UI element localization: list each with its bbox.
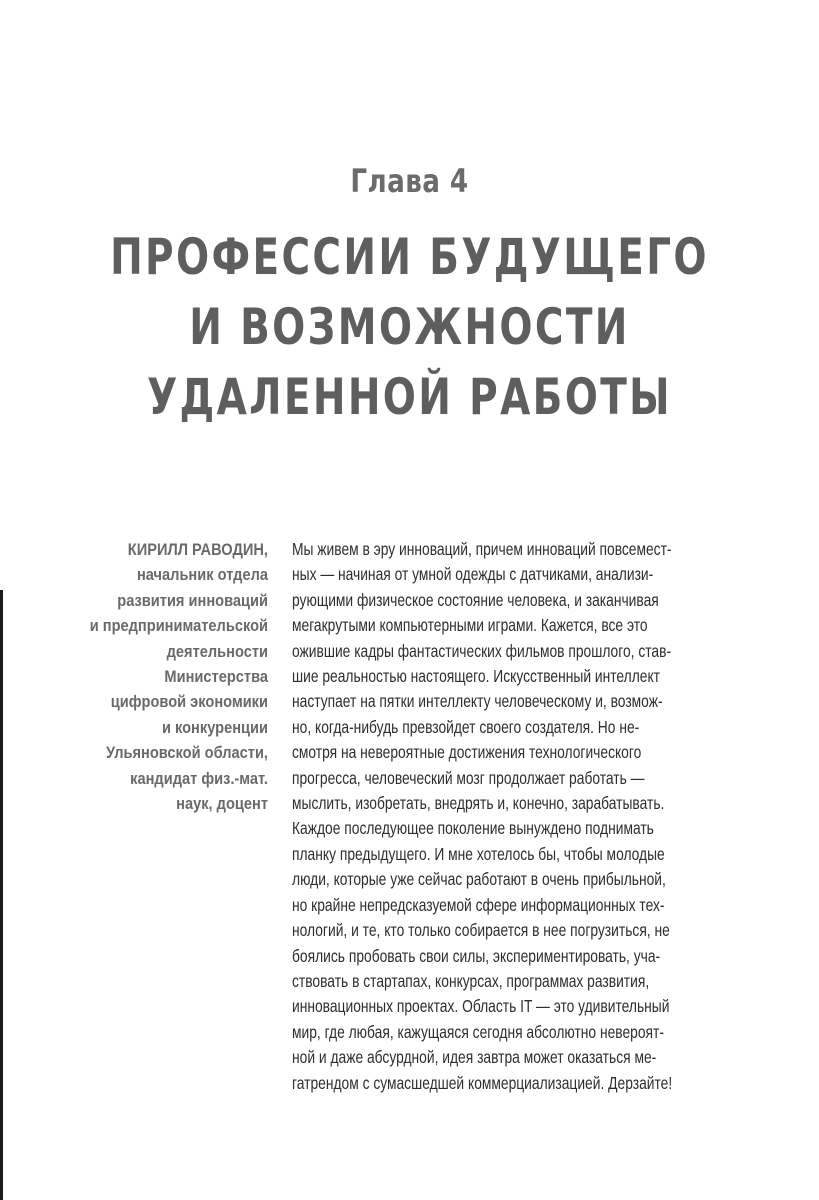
body-line: ствовать в стартапах, конкурсах, программах развития,	[292, 970, 650, 991]
body-line: Мы живем в эру инноваций, причем инноваций повсемест-	[292, 539, 672, 559]
body-line: шие реальностью настоящего. Искусственный интеллект	[292, 666, 661, 687]
body-line: Каждое последующее поколение вынуждено поднимать	[292, 818, 654, 839]
body-line: планку предыдущего. И мне хотелось бы, чтобы молодые	[292, 843, 665, 864]
body-line: прогресса, человеческий мозг продолжает работать —	[292, 767, 645, 788]
author-line: развития инноваций	[117, 590, 268, 610]
body-line: гатрендом с сумасшедшей коммерциализацией. Дерзайте!	[292, 1072, 673, 1093]
author-line: цифровой экономики	[110, 692, 268, 712]
body-line: но крайне непредсказуемой сфере информационных тех-	[292, 894, 665, 915]
body-line: ожившие кадры фантастических фильмов прошлого, став-	[292, 640, 672, 661]
author-line: начальник отдела	[136, 565, 268, 585]
body-paragraph	[292, 537, 712, 1096]
chapter-label: Глава 4	[350, 162, 469, 200]
body-line: ной и даже абсурдной, идея завтра может оказаться ме-	[292, 1047, 657, 1068]
author-line: Ульяновской области,	[106, 743, 268, 763]
author-line: кандидат физ.-мат.	[130, 768, 268, 788]
chapter-title-line: И ВОЗМОЖНОСТИ	[189, 298, 630, 356]
author-line: и конкуренции	[161, 717, 268, 737]
page-edge-shadow	[0, 590, 3, 1200]
body-line: рующими физическое состояние человека, и заканчивая	[292, 589, 659, 610]
body-line: наступает на пятки интеллекту человеческому и, возмож-	[292, 691, 663, 712]
chapter-title-line: ПРОФЕССИИ БУДУЩЕГО	[110, 228, 709, 286]
author-sidebar	[60, 537, 268, 816]
body-line: мегакрутыми компьютерными играми. Кажется, все это	[292, 615, 648, 636]
body-line: но, когда-нибудь превзойдет своего создателя. Но не-	[292, 716, 640, 737]
body-line: мир, где любая, кажущаяся сегодня абсолютно невероят-	[292, 1021, 664, 1042]
author-line: наук, доцент	[176, 794, 268, 814]
body-line: инновационных проектах. Область IT — это удивительный	[292, 996, 670, 1017]
body-line: ных — начиная от умной одежды с датчиками, анализи-	[292, 564, 654, 585]
body-line: боялись пробовать свои силы, экспериментировать, уча-	[292, 945, 661, 966]
body-line: смотря на невероятные достижения технологического	[292, 742, 642, 763]
author-line: КИРИЛЛ РАВОДИН,	[127, 540, 268, 559]
author-line: деятельности	[166, 641, 268, 661]
body-line: мыслить, изобретать, внедрять и, конечно, зарабатывать.	[292, 793, 665, 814]
chapter-title-line: УДАЛЕННОЙ РАБОТЫ	[147, 368, 672, 426]
author-line: Министерства	[164, 667, 268, 687]
body-line: люди, которые уже сейчас работают в очень прибыльной,	[292, 869, 666, 890]
chapter-title	[90, 222, 729, 432]
body-line: нологий, и те, кто только собирается в нее погрузиться, не	[292, 920, 670, 941]
author-line: и предпринимательской	[89, 616, 268, 636]
